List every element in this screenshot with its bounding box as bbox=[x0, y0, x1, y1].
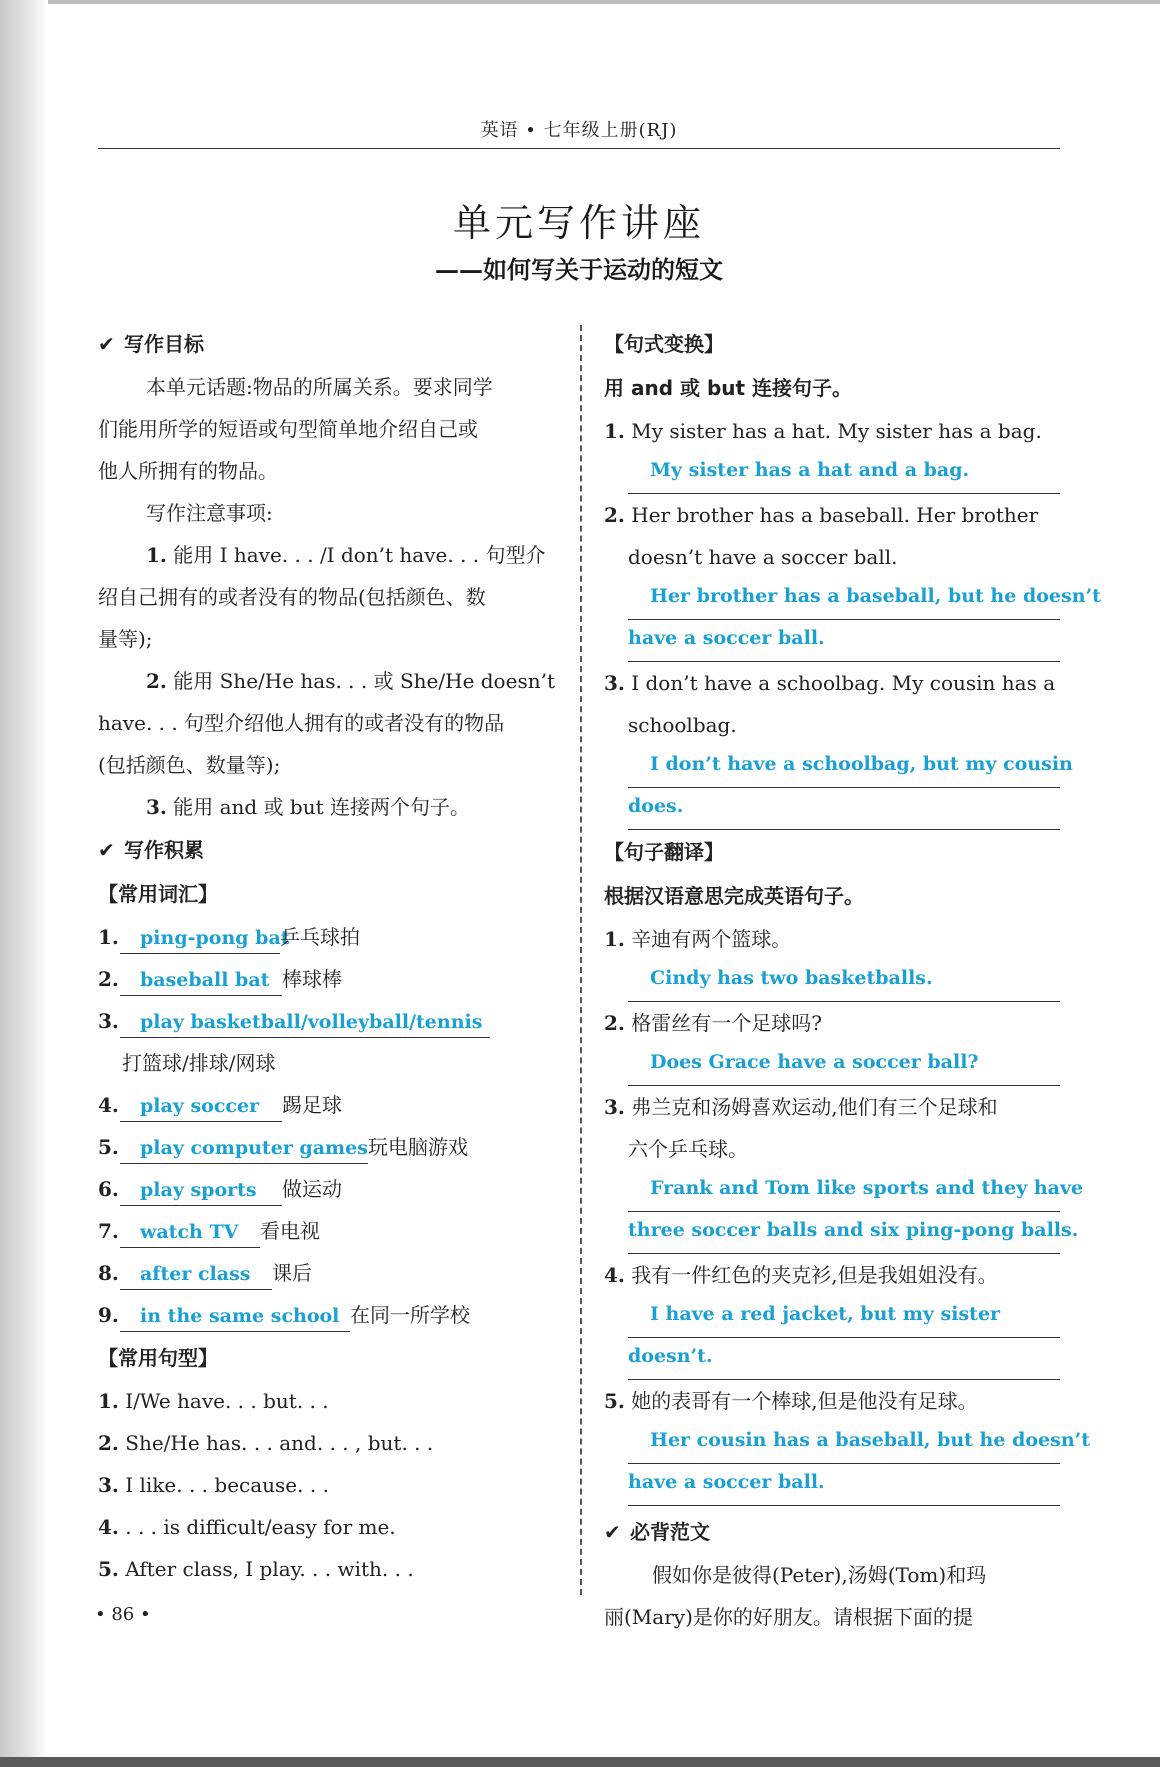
vocab-item: 7. watch TV 看电视 bbox=[98, 1210, 558, 1252]
model-heading: ✔ 必背范文 bbox=[604, 1510, 1060, 1554]
vocab-item: 9. in the same school 在同一所学校 bbox=[98, 1294, 558, 1336]
transform-instruction: 用 and 或 but 连接句子。 bbox=[604, 376, 853, 400]
answer-blank: play computer games bbox=[120, 1133, 368, 1164]
check-mark-icon: ✔ bbox=[604, 1520, 621, 1544]
page-title: 单元写作讲座 bbox=[452, 201, 705, 245]
answer-line: I have a red jacket, but my sister bbox=[628, 1296, 1060, 1338]
left-column bbox=[98, 322, 558, 1590]
answer-line: Does Grace have a soccer ball? bbox=[628, 1044, 1060, 1086]
column-divider bbox=[580, 325, 582, 1595]
running-head: 英语 • 七年级上册(RJ) bbox=[480, 120, 678, 141]
transform-question-cont: doesn’t have a soccer ball. bbox=[628, 545, 898, 569]
goal-text: 们能用所学的短语或句型简单地介绍自己或 bbox=[98, 417, 478, 441]
transform-question-cont: schoolbag. bbox=[628, 713, 737, 737]
pattern-item: 4. . . . is difficult/easy for me. bbox=[98, 1515, 396, 1539]
note-1-cont: 绍自己拥有的或者没有的物品(包括颜色、数 bbox=[98, 585, 486, 609]
translate-question: 5. 她的表哥有一个棒球,但是他没有足球。 bbox=[604, 1389, 978, 1413]
note-2: 2. 能用 She/He has. . . 或 She/He doesn’t bbox=[146, 669, 555, 693]
answer-line: Her cousin has a baseball, but he doesn’t bbox=[628, 1422, 1060, 1464]
answer-line: Her brother has a baseball, but he doesn’t bbox=[628, 578, 1060, 620]
transform-question: 1. My sister has a hat. My sister has a bag. bbox=[604, 419, 1042, 443]
check-mark-icon: ✔ bbox=[98, 838, 115, 862]
translate-instruction: 根据汉语意思完成英语句子。 bbox=[604, 884, 864, 908]
answer-blank: watch TV bbox=[120, 1217, 260, 1248]
answer-blank: play basketball/volleyball/tennis bbox=[120, 1007, 490, 1038]
vocab-item: 3. play basketball/volleyball/tennis bbox=[98, 1000, 558, 1042]
patterns-heading: 【常用句型】 bbox=[98, 1346, 218, 1370]
model-text: 丽(Mary)是你的好朋友。请根据下面的提 bbox=[604, 1605, 973, 1629]
answer-blank: after class bbox=[120, 1259, 272, 1290]
check-mark-icon: ✔ bbox=[98, 332, 115, 356]
page-binding-shadow bbox=[0, 0, 48, 1767]
note-3: 3. 能用 and 或 but 连接两个句子。 bbox=[146, 795, 471, 819]
answer-blank: in the same school bbox=[120, 1301, 350, 1332]
vocab-meaning: 打篮球/排球/网球 bbox=[122, 1051, 276, 1075]
note-2-cont: have. . . 句型介绍他人拥有的或者没有的物品 bbox=[98, 711, 505, 735]
notes-title: 写作注意事项: bbox=[146, 501, 273, 525]
pattern-item: 2. She/He has. . . and. . . , but. . . bbox=[98, 1431, 434, 1455]
translate-question: 2. 格雷丝有一个足球吗? bbox=[604, 1011, 822, 1035]
transform-question: 3. I don’t have a schoolbag. My cousin has a bbox=[604, 671, 1056, 695]
vocab-item: 2. baseball bat 棒球棒 bbox=[98, 958, 558, 1000]
note-1: 1. 能用 I have. . . /I don’t have. . . 句型介 bbox=[146, 543, 546, 567]
goal-text: 他人所拥有的物品。 bbox=[98, 459, 278, 483]
pattern-item: 1. I/We have. . . but. . . bbox=[98, 1389, 329, 1413]
translate-question: 4. 我有一件红色的夹克衫,但是我姐姐没有。 bbox=[604, 1263, 998, 1287]
goal-text: 本单元话题:物品的所属关系。要求同学 bbox=[146, 375, 493, 399]
page-number: • 86 • bbox=[95, 1604, 151, 1625]
vocab-item: 1. ping-pong bat 乒乓球拍 bbox=[98, 916, 558, 958]
answer-line: Cindy has two basketballs. bbox=[628, 960, 1060, 1002]
right-column bbox=[604, 322, 1101, 1638]
translate-heading: 【句子翻译】 bbox=[604, 840, 724, 864]
answer-blank: play sports bbox=[120, 1175, 282, 1206]
answer-line: three soccer balls and six ping-pong balls. bbox=[628, 1212, 1060, 1254]
pattern-item: 5. After class, I play. . . with. . . bbox=[98, 1557, 414, 1581]
answer-line: I don’t have a schoolbag, but my cousin bbox=[628, 746, 1060, 788]
answer-line: have a soccer ball. bbox=[628, 1464, 1060, 1506]
answer-line: Frank and Tom like sports and they have bbox=[628, 1170, 1060, 1212]
page-subtitle: ——如何写关于运动的短文 bbox=[435, 255, 723, 284]
vocab-item: 4. play soccer 踢足球 bbox=[98, 1084, 558, 1126]
answer-line: does. bbox=[628, 788, 1060, 830]
answer-blank: ping-pong bat bbox=[120, 923, 280, 954]
translate-question: 1. 辛迪有两个篮球。 bbox=[604, 927, 792, 951]
vocab-item: 8. after class 课后 bbox=[98, 1252, 558, 1294]
page-top-edge bbox=[0, 0, 1160, 4]
translate-question: 3. 弗兰克和汤姆喜欢运动,他们有三个足球和 bbox=[604, 1095, 998, 1119]
answer-blank: play soccer bbox=[120, 1091, 282, 1122]
note-1-cont: 量等); bbox=[98, 627, 153, 651]
answer-line: My sister has a hat and a bag. bbox=[628, 452, 1060, 494]
vocab-item: 5. play computer games 玩电脑游戏 bbox=[98, 1126, 558, 1168]
goal-heading: ✔ 写作目标 bbox=[98, 322, 558, 366]
page-bottom-edge bbox=[0, 1757, 1160, 1767]
answer-line: have a soccer ball. bbox=[628, 620, 1060, 662]
transform-question: 2. Her brother has a baseball. Her brother bbox=[604, 503, 1039, 527]
translate-question-cont: 六个乒乓球。 bbox=[628, 1137, 748, 1161]
answer-line: doesn’t. bbox=[628, 1338, 1060, 1380]
transform-heading: 【句式变换】 bbox=[604, 332, 724, 356]
vocab-item: 6. play sports 做运动 bbox=[98, 1168, 558, 1210]
accum-heading: ✔ 写作积累 bbox=[98, 828, 558, 872]
note-2-cont: (包括颜色、数量等); bbox=[98, 753, 281, 777]
answer-blank: baseball bat bbox=[120, 965, 282, 996]
model-text: 假如你是彼得(Peter),汤姆(Tom)和玛 bbox=[652, 1563, 987, 1587]
pattern-item: 3. I like. . . because. . . bbox=[98, 1473, 329, 1497]
vocab-heading: 【常用词汇】 bbox=[98, 882, 218, 906]
header-rule bbox=[98, 148, 1060, 149]
